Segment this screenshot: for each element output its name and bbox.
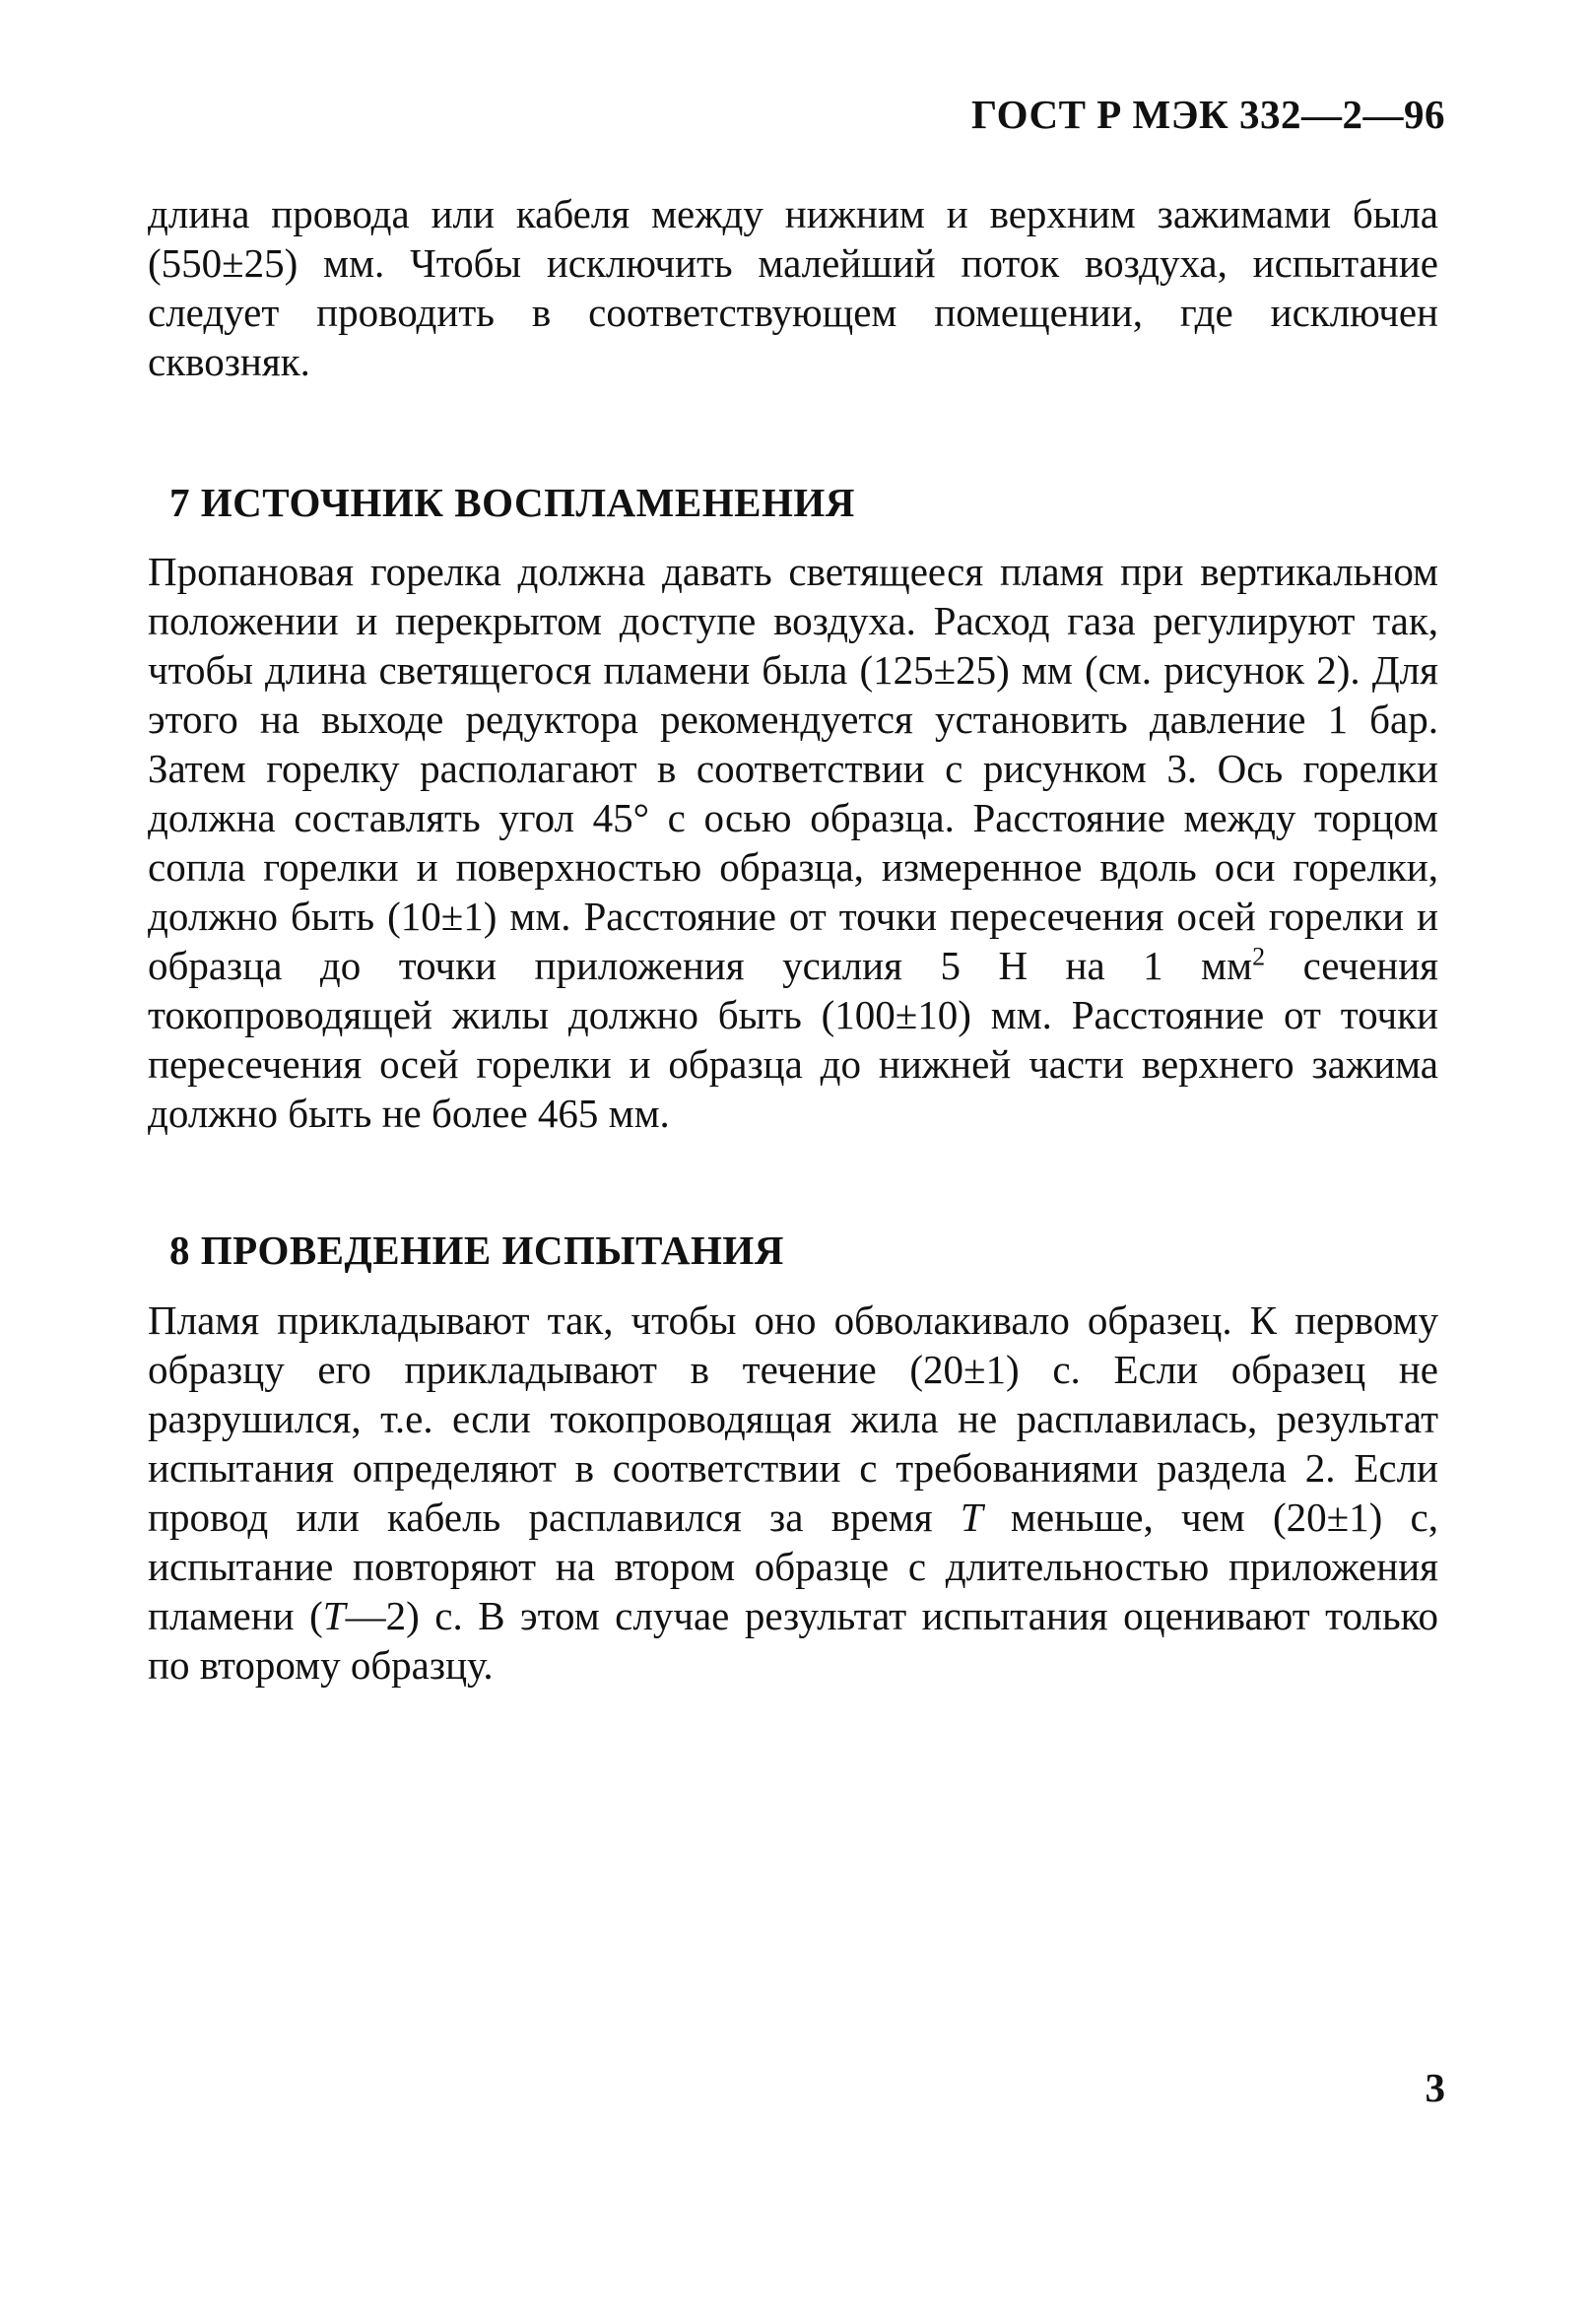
continuation-paragraph	[148, 189, 1438, 386]
section-7-text-part2: сечения токопроводящей жилы должно быть (100±10) мм. Расстояние от точки пересечения осей горелки и образца до нижней части верхнего зажима должно быть не более 465 мм.	[148, 943, 1439, 1136]
section-8-title: 8 ПРОВЕДЕНИЕ ИСПЫТАНИЯ	[169, 1228, 784, 1273]
section-8-text-part3: —2) с. В этом случае результат испытания оценивают только по второму образцу.	[148, 1593, 1439, 1688]
section-8-variable-t2: T	[322, 1593, 346, 1638]
section-8-text-part2: меньше, чем (20±1) с, испытание повторяют на втором образце с длительностью приложения пламени (	[148, 1494, 1438, 1638]
section-7-body	[148, 547, 1438, 1138]
section-8-paragraph	[148, 1295, 1438, 1690]
section-7-text-part1: Пропановая горелка должна давать светящееся пламя при вертикальном положении и перекрытом доступе воздуха. Расход газа регулируют так, чтобы длина светящегося пламени была (125±25) мм (см. рисунок 2). Для этого на выходе редуктора рекомендуется установить давление 1 бар. Затем горелку располагают в соответствии с рисунком 3. Ось горелки должна составлять угол 45° с осью образца. Расстояние между торцом сопла горелки и поверхностью образца, измеренное вдоль оси горелки, должно быть (10±1) мм. Расстояние от точки пересечения осей горелки и образца до точки приложения усилия 5 Н на 1 мм	[148, 549, 1438, 988]
section-8-variable-t1: T	[960, 1494, 983, 1540]
section-8-text-part1: Пламя прикладывают так, чтобы оно обволакивало образец. К первому образцу его прикладывают в течение (20±1) с. Если образец не разрушился, т.е. если токопроводящая жила не расплавилась, результат испытания определяют в соответствии с требованиями раздела 2. Если провод или кабель расплавился за время	[148, 1297, 1438, 1540]
paragraph-text: длина провода или кабеля между нижним и верхним зажимами была (550±25) мм. Чтобы исключить малейший поток воздуха, испытание следует проводить в соответствующем помещении, где исключен сквозняк.	[148, 191, 1438, 384]
page-number: 3	[1425, 2065, 1445, 2110]
section-7-paragraph	[148, 547, 1438, 1138]
section-8-body	[148, 1295, 1438, 1690]
section-7-superscript: 2	[1252, 942, 1266, 971]
document-code-header: ГОСТ Р МЭК 332—2—96	[971, 92, 1445, 137]
section-7-title: 7 ИСТОЧНИК ВОСПЛАМЕНЕНИЯ	[169, 480, 855, 525]
